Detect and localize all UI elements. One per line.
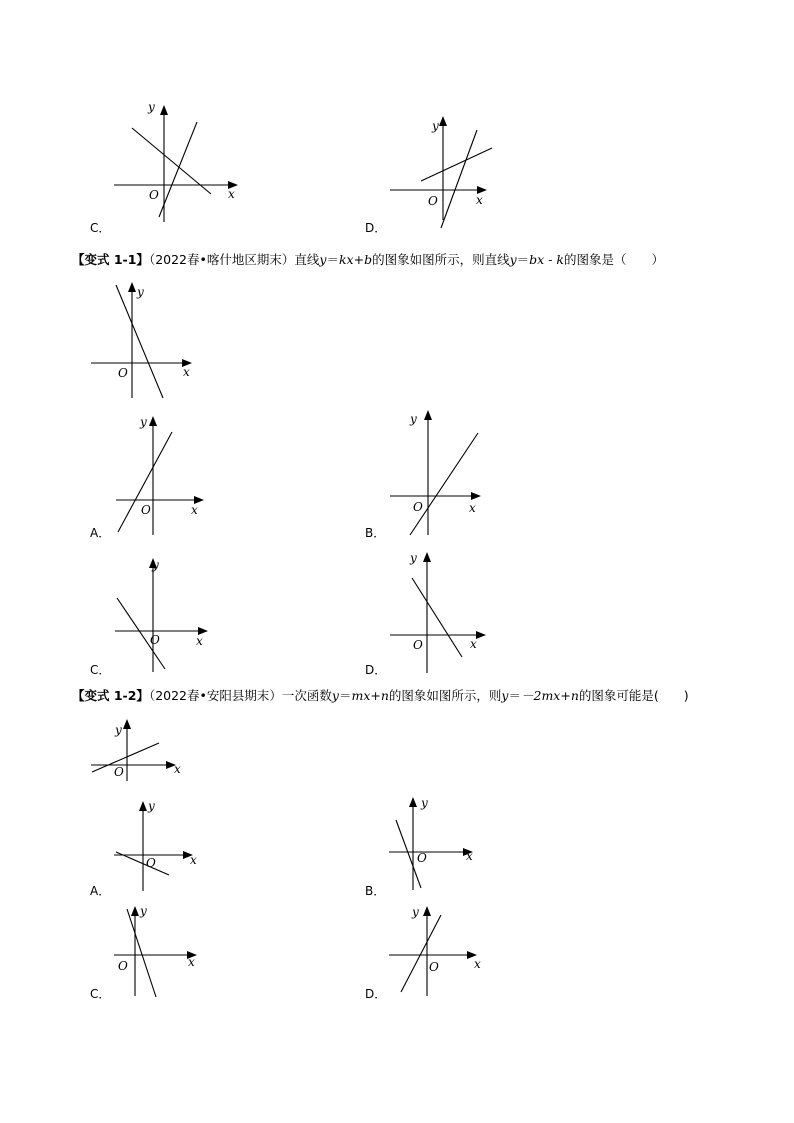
question-1-2-text-c: 的图象可能是( ) [578, 688, 689, 703]
svg-text:O: O [428, 194, 438, 208]
question-1-2-eq2: ＝ [508, 688, 521, 703]
graph-top-c [100, 95, 250, 235]
question-1-2 [72, 686, 689, 704]
svg-text:O: O [141, 503, 151, 517]
svg-text:y: y [152, 558, 159, 572]
svg-text:O: O [413, 638, 423, 652]
question-1-1-text-b: 的图象如图所示，则直线 [372, 252, 510, 267]
graph-q2-d [385, 900, 485, 1000]
question-1-1-expr2-rhs: bx - k [529, 252, 564, 267]
svg-text:y: y [432, 119, 439, 133]
svg-text:O: O [146, 856, 156, 870]
svg-text:y: y [140, 904, 147, 918]
svg-text:y: y [140, 415, 147, 429]
graph-q2-c [110, 900, 210, 1000]
graph-q2-stem [88, 715, 198, 785]
svg-text:O: O [413, 500, 423, 514]
question-1-2-expr1-lhs: y [331, 688, 339, 703]
svg-text:y: y [410, 412, 417, 426]
question-1-1-eq1: ＝ [326, 252, 339, 267]
q1-option-d-label: D． [365, 663, 387, 677]
question-1-2-eq1: ＝ [338, 688, 352, 703]
svg-text:y: y [148, 799, 155, 813]
question-1-1-expr1-rhs: kx+b [338, 252, 373, 267]
svg-text:y: y [137, 285, 144, 299]
svg-text:y: y [148, 100, 155, 114]
question-1-1-text-c: 的图象是（ ） [563, 252, 664, 267]
question-1-1 [72, 250, 664, 268]
svg-text:x: x [228, 187, 235, 201]
graph-q1-a [110, 410, 220, 540]
svg-text:y: y [421, 796, 428, 810]
svg-text:x: x [190, 853, 197, 867]
q2-option-c-label: C． [90, 987, 111, 1001]
question-1-1-eq2: ＝ [516, 252, 530, 267]
svg-text:y: y [410, 551, 417, 565]
svg-text:x: x [191, 503, 198, 517]
svg-text:x: x [466, 849, 473, 863]
question-1-2-expr1-rhs: mx+n [351, 688, 389, 703]
question-1-2-source: （2022春•安阳县期末） [148, 688, 282, 703]
graph-q2-a [110, 795, 210, 895]
svg-text:x: x [469, 501, 476, 515]
q2-option-b-label: B． [365, 884, 386, 898]
question-1-1-tag: 【变式 1-1】 [72, 252, 149, 267]
svg-text:x: x [174, 762, 181, 776]
question-1-2-text-a: 一次函数 [281, 688, 332, 703]
option-d-label: D． [365, 221, 387, 235]
question-1-1-expr2-lhs: y [509, 252, 517, 267]
svg-text:O: O [114, 765, 124, 779]
question-1-1-expr1-lhs: y [319, 252, 327, 267]
graph-q1-stem [85, 280, 205, 405]
svg-text:x: x [196, 634, 203, 648]
graph-q1-d [385, 548, 495, 678]
question-1-2-expr2-rhs: －2mx+n [521, 688, 579, 703]
question-1-2-text-b: 的图象如图所示，则 [388, 688, 502, 703]
svg-text:O: O [417, 851, 427, 865]
q1-option-c-label: C． [90, 663, 111, 677]
graph-q2-b [385, 790, 485, 895]
option-c-label: C． [90, 221, 111, 235]
svg-text:x: x [470, 637, 477, 651]
svg-text:x: x [183, 365, 190, 379]
q2-option-d-label: D． [365, 987, 387, 1001]
svg-text:O: O [429, 960, 439, 974]
svg-text:x: x [188, 955, 195, 969]
svg-text:y: y [412, 905, 419, 919]
svg-text:x: x [476, 193, 483, 207]
svg-text:O: O [149, 188, 159, 202]
q1-option-b-label: B． [365, 526, 386, 540]
svg-text:y: y [115, 723, 122, 737]
graph-top-d [380, 110, 510, 240]
svg-text:O: O [118, 366, 128, 380]
q1-option-a-label: A． [90, 526, 111, 540]
question-1-1-text-a: 直线 [294, 252, 320, 267]
question-1-1-source: （2022春•喀什地区期末） [148, 252, 295, 267]
graph-q1-c [110, 552, 220, 674]
svg-text:O: O [150, 633, 160, 647]
graph-q1-b [385, 405, 495, 540]
q2-option-a-label: A． [90, 884, 111, 898]
question-1-2-expr2-lhs: y [501, 688, 509, 703]
question-1-2-tag: 【变式 1-2】 [72, 688, 149, 703]
svg-text:x: x [474, 957, 481, 971]
svg-text:O: O [118, 959, 128, 973]
